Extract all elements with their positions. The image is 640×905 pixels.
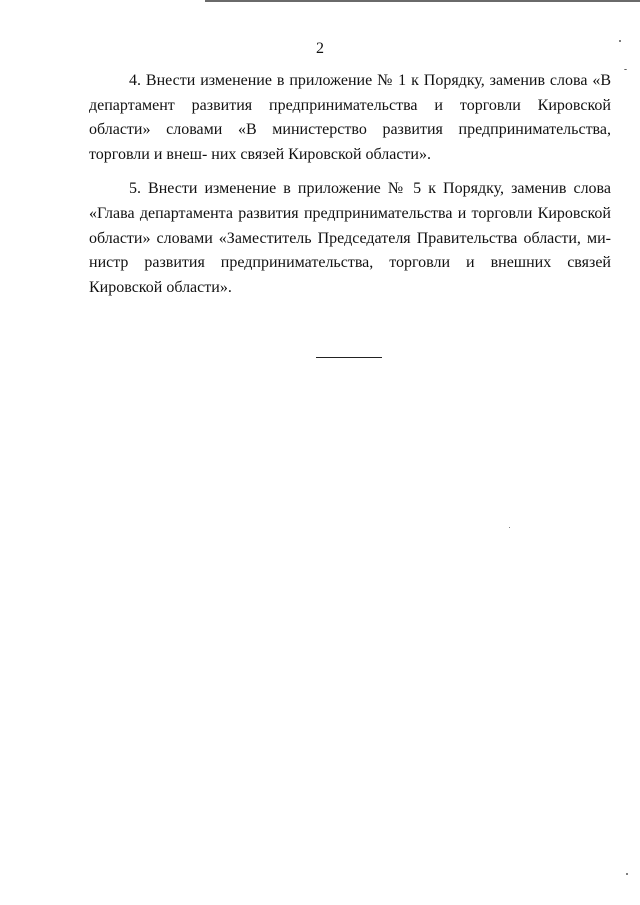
text-line: «Глава департамента развития предпринимательства и торговли Кировской <box>89 204 611 222</box>
text-line: словами «В министерство развития предпринимательства, торговли и внеш- <box>89 121 612 163</box>
text-line: области». <box>166 278 232 296</box>
paragraph-4 <box>89 69 611 167</box>
paragraph-5 <box>89 177 611 300</box>
document-body <box>89 69 611 310</box>
scan-speck <box>626 873 628 875</box>
scan-speck <box>509 527 510 528</box>
text-line: области» словами «Заместитель Председателя Правительства области, ми- <box>89 229 611 247</box>
scan-top-edge-line <box>205 0 640 2</box>
text-line: департамент развития предпринимательства и торговли Кировской области» <box>89 96 611 139</box>
text-line: 5. Внести изменение в приложение № 5 к Порядку, заменив слова <box>129 180 611 198</box>
text-line: 4. Внести изменение в приложение № 1 к Порядку, заменив слова «В <box>129 72 611 89</box>
text-line: них связей Кировской области». <box>211 145 431 163</box>
text-line: нистр развития предпринимательства, торговли и внешних связей Кировской <box>89 254 611 296</box>
scan-speck <box>624 69 627 70</box>
end-divider <box>316 357 382 358</box>
page-number: 2 <box>316 40 324 57</box>
